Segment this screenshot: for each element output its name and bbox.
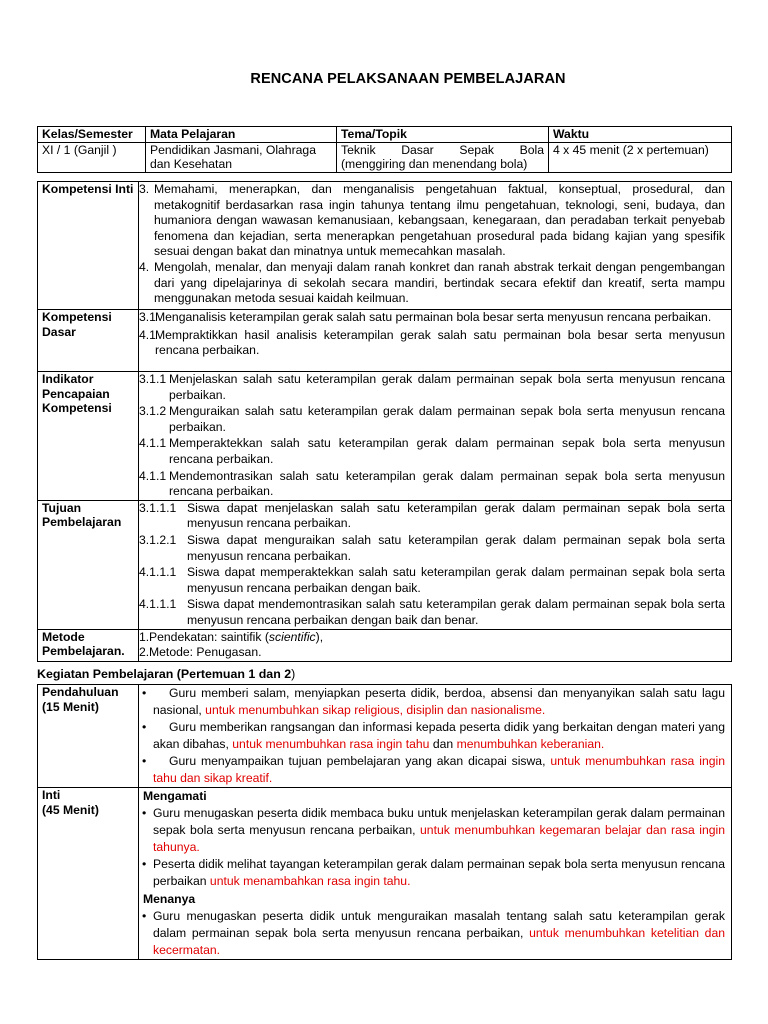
item-text-suffix: ), bbox=[315, 629, 324, 644]
bullet: • bbox=[142, 909, 147, 923]
item-note: untuk menumbuhkan rasa ingin tahu bbox=[232, 737, 430, 751]
tema-value-line1: Teknik Dasar Sepak Bola bbox=[341, 142, 544, 157]
item-number: 4. bbox=[139, 259, 150, 274]
item-number: 1. bbox=[139, 629, 150, 644]
ki-item bbox=[139, 182, 725, 260]
pendahuluan-label-line2: (15 Menit) bbox=[42, 699, 99, 714]
menanya-item bbox=[139, 908, 725, 959]
bullet: • bbox=[142, 686, 147, 700]
item-text: Siswa dapat mendemontrasikan salah satu keterampilan gerak dalam permainan sepak bola serta menyusun rencana perbaikan dengan baik dan benar. bbox=[187, 597, 725, 627]
mapel-value bbox=[146, 142, 337, 172]
item-text: Menguraikan salah satu keterampilan gerak dalam permainan sepak bola serta menyusun rencana perbaikan. bbox=[169, 404, 725, 434]
bullet: • bbox=[142, 857, 147, 871]
waktu-value: 4 x 45 menit (2 x pertemuan) bbox=[549, 142, 732, 172]
metode-content bbox=[139, 629, 732, 661]
item-number: 3.1.1.1 bbox=[139, 500, 177, 515]
main-table bbox=[37, 181, 732, 662]
mengamati-item bbox=[139, 856, 725, 890]
item-note: untuk menambahkan rasa ingin tahu. bbox=[209, 874, 411, 888]
item-number: 4.1.1.1 bbox=[139, 565, 177, 580]
inti-label bbox=[38, 788, 139, 960]
mengamati-heading: Mengamati bbox=[143, 789, 207, 803]
tujuan-item bbox=[139, 501, 725, 532]
inti-content bbox=[139, 788, 732, 960]
tema-value bbox=[337, 142, 549, 172]
bullet: • bbox=[142, 806, 147, 820]
item-text-prefix: Pendekatan: saintifik ( bbox=[149, 629, 269, 644]
item-text: Siswa dapat menjelaskan salah satu keterampilan gerak dalam permainan sepak bola serta menyusun rencana perbaikan. bbox=[187, 500, 725, 531]
header-table bbox=[37, 126, 732, 173]
mengamati-item bbox=[139, 805, 725, 856]
ki-label: Kompetensi Inti bbox=[38, 182, 139, 310]
item-text: Memperaktekkan salah satu keterampilan gerak dalam permainan sepak bola serta menyusun rencana perbaikan. bbox=[169, 436, 725, 466]
item-text: Mempraktikkan hasil analisis keterampilan gerak salah satu permainan bola besar serta menyusun rencana perbaikan. bbox=[155, 327, 725, 358]
menanya-heading: Menanya bbox=[143, 892, 196, 906]
item-number: 4.1.1.1 bbox=[139, 597, 177, 612]
tujuan-item bbox=[139, 565, 725, 596]
kelas-label: Kelas/Semester bbox=[38, 127, 146, 143]
item-text: Metode: Penugasan. bbox=[149, 645, 262, 660]
mapel-value-line1: Pendidikan Jasmani, Olahraga bbox=[150, 142, 316, 157]
inti-label-line2: (45 Menit) bbox=[42, 802, 99, 817]
ipk-label: Indikator Pencapaian Kompetensi bbox=[38, 372, 139, 501]
kegiatan-title bbox=[37, 667, 295, 683]
metode-item bbox=[139, 645, 725, 661]
item-note-2: menumbuhkan keberanian. bbox=[456, 737, 605, 751]
ki-item bbox=[139, 260, 725, 307]
item-number: 2. bbox=[139, 645, 150, 660]
item-text: Guru menugaskan peserta didik membaca buku untuk menjelaskan keterampilan gerak dalam permainan sepak bola serta menyusun rencana perbaikan, bbox=[153, 806, 725, 837]
item-text: Siswa dapat memperaktekkan salah satu keterampilan gerak dalam permainan sepak bola serta menyusun rencana perbaikan dengan baik. bbox=[187, 565, 725, 595]
metode-item bbox=[139, 630, 725, 646]
item-note: untuk menumbuhkan kegemaran belajar dan rasa ingin tahunya. bbox=[153, 823, 725, 854]
item-number: 3.1.1 bbox=[139, 372, 167, 386]
bullet: • bbox=[142, 754, 147, 768]
ipk-item bbox=[139, 404, 725, 435]
kegiatan-title-close: ) bbox=[291, 667, 296, 681]
ipk-item bbox=[139, 469, 725, 500]
item-text: Memahami, menerapkan, dan menganalisis pengetahuan faktual, konseptual, prosedural, dan metakognitif berdasarkan rasa ingin tahunya tentang ilmu pengetahuan, teknologi, seni, budaya, dan humaniora dengan wawasan kemanusiaan, kebangsaan, kenegaraan, dan peradaban terkait penyebab fenomena dan kejadian, serta menerapkan pengetahuan prosedural pada bidang kajian yang spesifik sesuai dengan bakat dan minatnya untuk memecahkan masalah. bbox=[154, 182, 725, 259]
item-number: 3.1.2.1 bbox=[139, 532, 177, 547]
kd-item bbox=[139, 328, 725, 359]
kegiatan-title-text: Kegiatan Pembelajaran (Pertemuan 1 dan 2 bbox=[37, 667, 292, 681]
item-note: untuk menumbuhkan ketelitian dan kecermatan. bbox=[153, 926, 726, 957]
item-note: untuk menumbuhkan sikap religious, disiplin dan nasionalisme. bbox=[205, 703, 546, 717]
pendahuluan-label-line1: Pendahuluan bbox=[42, 685, 119, 699]
item-text: Guru menugaskan peserta didik untuk menguraikan masalah tentang salah satu keterampilan gerak dalam permainan sepak bola serta menyusun rencana perbaikan, bbox=[153, 909, 725, 940]
item-number: 3.1.2 bbox=[139, 404, 167, 419]
ipk-item bbox=[139, 372, 725, 403]
kd-label: Kompetensi Dasar bbox=[38, 310, 139, 372]
tujuan-content bbox=[139, 500, 732, 629]
kelas-value: XI / 1 (Ganjil ) bbox=[38, 142, 146, 172]
metode-label: Metode Pembelajaran. bbox=[38, 629, 139, 661]
bullet: • bbox=[142, 720, 147, 734]
item-number: 4.1.1 bbox=[139, 436, 167, 451]
kd-content bbox=[139, 310, 732, 372]
item-number: 4.1 bbox=[139, 327, 156, 342]
mapel-label: Mata Pelajaran bbox=[146, 127, 337, 143]
ki-content bbox=[139, 182, 732, 310]
item-text: Menjelaskan salah satu keterampilan gerak dalam permainan sepak bola serta menyusun rencana perbaikan. bbox=[169, 372, 725, 402]
tujuan-item bbox=[139, 597, 725, 628]
pendahuluan-item bbox=[139, 685, 725, 719]
item-text: Menganalisis keterampilan gerak salah satu permainan bola besar serta menyusun rencana perbaikan. bbox=[155, 310, 712, 324]
kd-item bbox=[139, 310, 725, 326]
pendahuluan-label bbox=[38, 685, 139, 788]
pendahuluan-content bbox=[139, 685, 732, 788]
tema-label: Tema/Topik bbox=[337, 127, 549, 143]
waktu-label: Waktu bbox=[549, 127, 732, 143]
inti-label-line1: Inti bbox=[42, 788, 61, 802]
mapel-value-line2: dan Kesehatan bbox=[150, 157, 232, 171]
item-text-italic: scientific bbox=[268, 629, 316, 644]
tujuan-item bbox=[139, 533, 725, 564]
item-text: Siswa dapat menguraikan salah satu keterampilan gerak dalam permainan sepak bola serta menyusun rencana perbaikan. bbox=[187, 532, 725, 563]
item-text: Guru memberikan rangsangan dan informasi kepada peserta didik yang berkaitan dengan materi yang akan dibahas, bbox=[153, 720, 725, 751]
item-text-mid: dan bbox=[429, 737, 457, 751]
document-title: RENCANA PELAKSANAAN PEMBELAJARAN bbox=[250, 71, 566, 87]
kegiatan-table bbox=[37, 684, 732, 960]
item-text: Guru memberi salam, menyiapkan peserta didik, berdoa, absensi dan menyanyikan salah satu lagu nasional, bbox=[153, 686, 725, 717]
item-number: 3.1 bbox=[139, 310, 156, 324]
item-number: 3. bbox=[139, 182, 150, 196]
item-text: Peserta didik melihat tayangan keterampilan gerak dalam permainan sepak bola serta menyusun rencana perbaikan bbox=[153, 857, 725, 888]
tujuan-label: Tujuan Pembelajaran bbox=[38, 500, 139, 629]
item-text: Mengolah, menalar, dan menyaji dalam ranah konkret dan ranah abstrak terkait dengan pengembangan dari yang dipelajarinya di sekolah secara mandiri, bertindak secara efektif dan kreatif, serta mampu menggunakan metoda sesuai kaidah keilmuan. bbox=[154, 259, 725, 306]
item-note: untuk menumbuhkan rasa ingin tahu dan sikap kreatif. bbox=[153, 754, 725, 785]
item-number: 4.1.1 bbox=[139, 468, 167, 483]
tema-value-line2: (menggiring dan menendang bola) bbox=[341, 157, 528, 171]
item-text: Guru menyampaikan tujuan pembelajaran yang akan dicapai siswa, bbox=[169, 754, 551, 768]
pendahuluan-item bbox=[139, 753, 725, 787]
ipk-content bbox=[139, 372, 732, 501]
pendahuluan-item bbox=[139, 719, 725, 753]
ipk-item bbox=[139, 436, 725, 467]
item-text: Mendemontrasikan salah satu keterampilan gerak dalam permainan sepak bola serta menyusun rencana perbaikan. bbox=[169, 468, 725, 499]
